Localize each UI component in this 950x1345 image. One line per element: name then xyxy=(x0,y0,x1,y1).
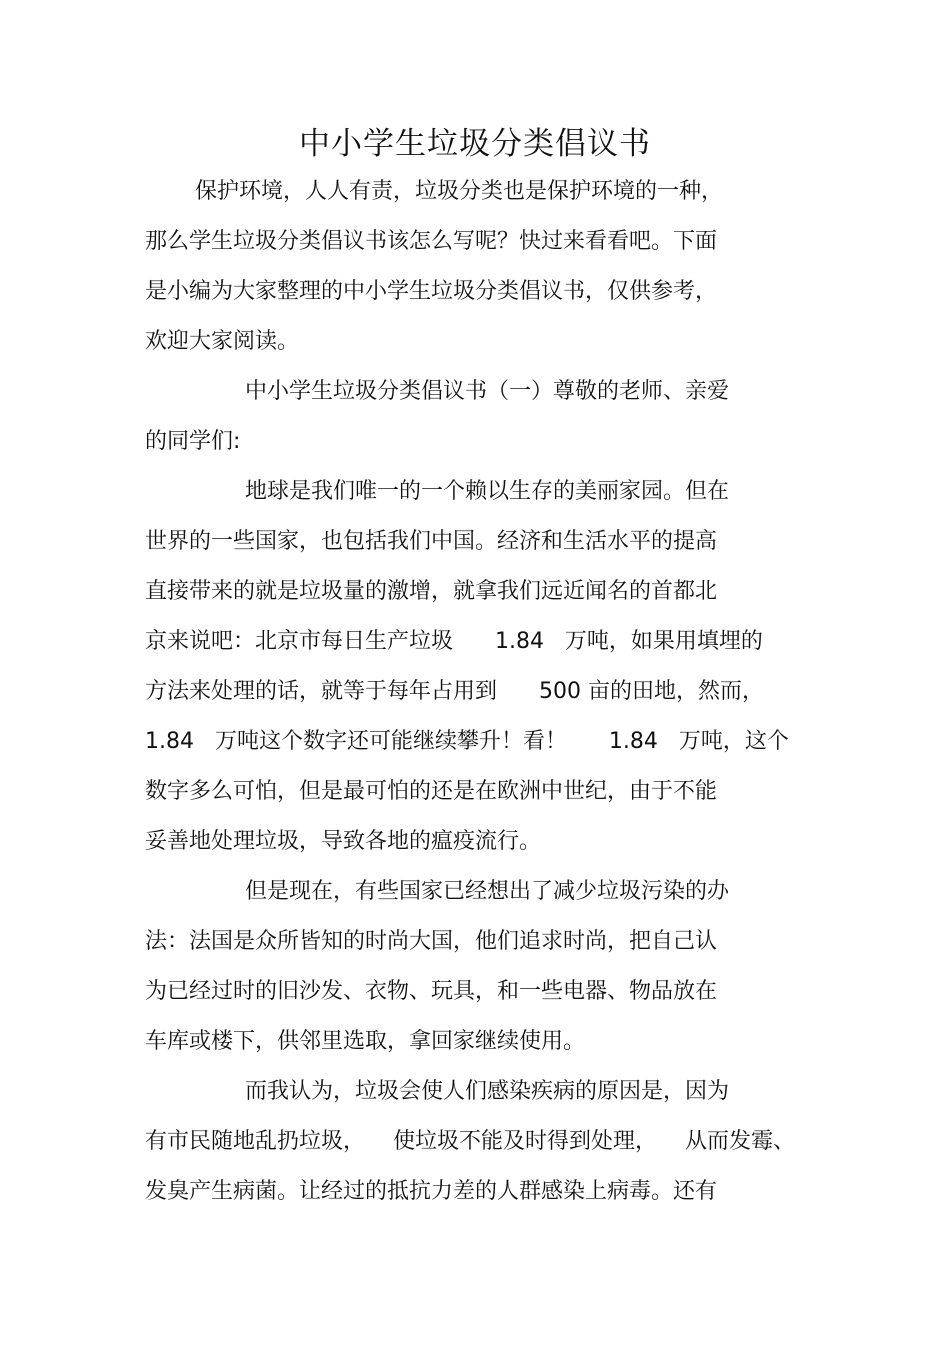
document-title: 中小学生垃圾分类倡议书 xyxy=(299,126,651,162)
paragraph-line: 是小编为大家整理的中小学生垃圾分类倡议书，仅供参考， xyxy=(145,279,718,304)
paragraph-line: 方法来处理的话，就等于每年占用到 500 亩的田地，然而， xyxy=(145,679,764,704)
paragraph-line: 而我认为，垃圾会使人们感染疾病的原因是，因为 xyxy=(245,1079,730,1104)
paragraph-line: 妥善地处理垃圾，导致各地的瘟疫流行。 xyxy=(145,829,542,854)
paragraph-line: 1.84 万吨这个数字还可能继续攀升！看！ 1.84 万吨，这个 xyxy=(145,729,789,754)
paragraph-line: 但是现在，有些国家已经想出了减少垃圾污染的办 xyxy=(245,879,730,904)
paragraph-line: 欢迎大家阅读。 xyxy=(145,329,300,354)
paragraph-line: 直接带来的就是垃圾量的激增，就拿我们远近闻名的首都北 xyxy=(145,579,718,604)
paragraph-line: 车库或楼下，供邻里选取，拿回家继续使用。 xyxy=(145,1029,586,1054)
paragraph-line: 数字多么可怕，但是最可怕的还是在欧洲中世纪，由于不能 xyxy=(145,779,718,804)
paragraph-line: 发臭产生病菌。让经过的抵抗力差的人群感染上病毒。还有 xyxy=(145,1179,718,1204)
paragraph-line: 中小学生垃圾分类倡议书（一）尊敬的老师、亲爱 xyxy=(245,379,730,404)
paragraph-line: 那么学生垃圾分类倡议书该怎么写呢？快过来看看吧。下面 xyxy=(145,229,718,254)
paragraph-line: 有市民随地乱扔垃圾， 使垃圾不能及时得到处理， 从而发霉、 xyxy=(145,1129,795,1154)
paragraph-line: 世界的一些国家，也包括我们中国。经济和生活水平的提高 xyxy=(145,529,718,554)
paragraph-line: 京来说吧：北京市每日生产垃圾 1.84 万吨，如果用填埋的 xyxy=(145,629,763,654)
paragraph-line: 的同学们: xyxy=(145,429,241,454)
paragraph-line: 法：法国是众所皆知的时尚大国，他们追求时尚，把自己认 xyxy=(145,929,718,954)
paragraph-line: 为已经过时的旧沙发、衣物、玩具，和一些电器、物品放在 xyxy=(145,979,718,1004)
paragraph-line: 保护环境，人人有责，垃圾分类也是保护环境的一种， xyxy=(195,179,724,204)
paragraph-line: 地球是我们唯一的一个赖以生存的美丽家园。但在 xyxy=(245,479,730,504)
